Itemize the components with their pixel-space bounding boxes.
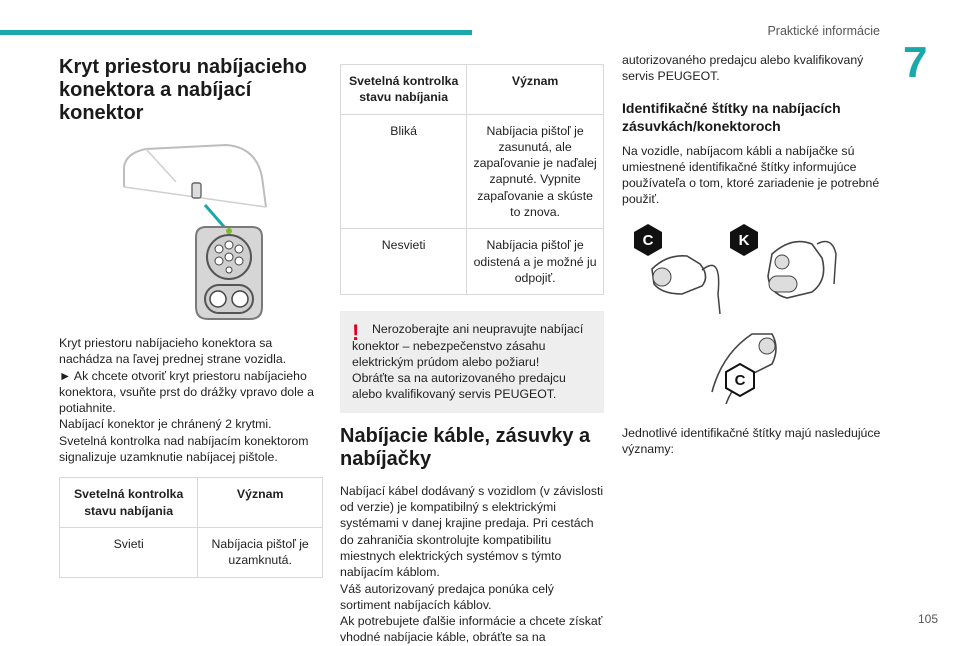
section-title: Praktické informácie [767, 24, 880, 38]
badge-k-icon [730, 224, 758, 256]
badge-c-icon [634, 224, 662, 256]
table-cell: Svieti [60, 527, 198, 577]
paragraph: Ak potrebujete ďalšie informácie a chcete získať vhodné nabíjacie káble, obráťte sa na [340, 614, 603, 645]
badge-c-bottom-icon [726, 364, 754, 396]
warning-text: Nerozoberajte ani neupravujte nabíjací konektor – nebezpečenstvo zásahu elektrickým prúdom alebo požiaru! [352, 322, 584, 369]
paragraph: Nabíjací kábel dodávaný s vozidlom (v závislosti od verzie) je kompatibilný s elektrickými systémami v danej krajine predaja. Pri cestách do zahraničia skontrolujte kompatibilitu miestnych elektrických systémov s týmto nabíjacím káblom. [340, 483, 604, 580]
column-2 [340, 64, 604, 646]
paragraph: Nabíjací konektor je chránený 2 krytmi. [59, 417, 272, 432]
column-1 [59, 56, 323, 578]
table-header: Svetelná kontrolka stavu nabíjania [60, 478, 198, 528]
warning-text: Obráťte sa na autorizovaného predajcu alebo kvalifikovaný servis PEUGEOT. [352, 371, 566, 402]
table-cell: Nabíjacia pištoľ je uzamknutá. [198, 527, 323, 577]
warning-icon: ! [352, 320, 360, 346]
paragraph: Svetelná kontrolka nad nabíjacím konektorom signalizuje uzamknutie nabíjacej pištole. [59, 433, 309, 465]
combo-plug-illustration [768, 241, 836, 297]
indicator-table-continued [340, 64, 604, 295]
table-header: Význam [467, 65, 604, 115]
heading-cables: Nabíjacie káble, zásuvky a nabíjačky [340, 424, 591, 470]
paragraph: Váš autorizovaný predajca ponúka celý sortiment nabíjacích káblov. [340, 581, 554, 612]
warning-box [340, 311, 604, 412]
paragraph: autorizovaného predajcu alebo kvalifikovaný servis PEUGEOT. [622, 53, 864, 84]
table-row [341, 114, 604, 229]
table-cell: Nabíjacia pištoľ je zasunutá, ale zapaľovanie je naďalej zapnuté. Vypnite zapaľovanie a skúste to znova. [467, 114, 604, 229]
paragraph: ► Ak chcete otvoriť kryt priestoru nabíjacieho konektora, vsuňte prst do drážky vpravo dole a potiahnite. [59, 368, 314, 416]
table-row [341, 229, 604, 295]
table-cell: Nabíjacia pištoľ je odistená a je možné ju odpojiť. [467, 229, 604, 295]
svg-text:C: C [734, 371, 746, 389]
paragraph: Kryt priestoru nabíjacieho konektora sa nachádza na ľavej prednej strane vozidla. [59, 336, 287, 367]
svg-text:K: K [738, 231, 750, 249]
paragraph: Jednotlivé identifikačné štítky majú nasledujúce významy: [622, 425, 881, 457]
svg-text:C: C [642, 231, 654, 249]
header-accent-bar [0, 30, 472, 35]
type2-plug-illustration [652, 256, 720, 314]
paragraph: Na vozidle, nabíjacom kábli a nabíjačke sú umiestnené identifikačné štítky informujúce používateľa o tom, ktoré zariadenie je potrebné použiť. [622, 143, 880, 207]
chapter-number: 7 [903, 38, 928, 87]
car-charging-port-illustration [106, 137, 276, 327]
indicator-table [59, 477, 323, 577]
table-row [60, 527, 323, 577]
page-number: 105 [917, 612, 938, 626]
heading-charging-flap: Kryt priestoru nabíjacieho konektora a nabíjací konektor [59, 56, 307, 124]
table-cell: Nesvieti [341, 229, 467, 295]
table-cell: Bliká [341, 114, 467, 229]
connector-labels-illustration [622, 214, 884, 414]
table-header: Svetelná kontrolka stavu nabíjania [341, 65, 467, 115]
table-header: Význam [198, 478, 323, 528]
column-3 [622, 52, 884, 457]
subheading-id-labels: Identifikačné štítky na nabíjacích zásuvkách/konektoroch [622, 99, 841, 134]
